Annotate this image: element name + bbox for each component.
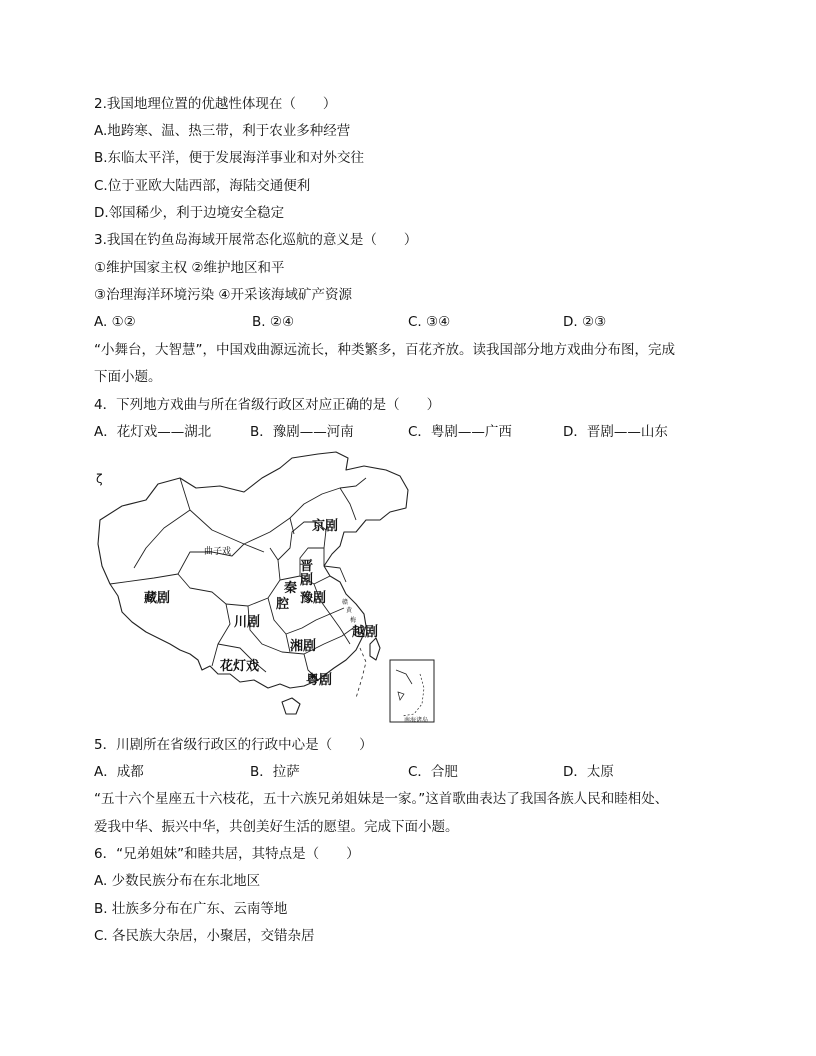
intro2-line2: 爱我中华、振兴中华，共创美好生活的愿望。完成下面小题。 <box>94 819 459 835</box>
q3-option-d: D. ②③ <box>563 314 607 330</box>
label-zangju: 藏剧 <box>144 591 171 606</box>
q6-option-c: C. 各民族大杂居，小聚居，交错杂居 <box>94 928 315 944</box>
q2-stem: 2.我国地理位置的优越性体现在（ ） <box>94 96 337 112</box>
q5-option-b: B．拉萨 <box>250 764 300 780</box>
q4-option-b: B．豫剧——河南 <box>250 424 354 440</box>
label-quzixi: 曲子戏 <box>204 547 232 557</box>
hainan-island <box>282 698 300 714</box>
label-chuanju: 川剧 <box>234 615 261 630</box>
q6-option-b: B. 壮族多分布在广东、云南等地 <box>94 901 288 917</box>
q4-stem: 4．下列地方戏曲与所在省级行政区对应正确的是（ ） <box>94 397 441 413</box>
south-china-sea-inset <box>390 660 434 722</box>
label-xiangju: 湘剧 <box>290 639 317 654</box>
q3-item-2: ③治理海洋环境污染 ④开采该海域矿产资源 <box>94 287 352 303</box>
q5-option-c: C．合肥 <box>408 764 458 780</box>
label-huang: 黄 <box>346 607 353 614</box>
q2-option-d: D.邻国稀少，利于边境安全稳定 <box>94 205 285 221</box>
q3-option-b: B. ②④ <box>252 314 295 330</box>
label-inset: 南海诸岛 <box>404 717 429 724</box>
label-yuju: 豫剧 <box>300 591 327 606</box>
label-huadengxi: 花灯戏 <box>220 659 260 674</box>
china-outline-map <box>94 448 439 728</box>
intro2-line1: “五十六个星座五十六枝花，五十六族兄弟姐妹是一家。”这首歌曲表达了我国各族人民和睦相处、 <box>94 791 669 807</box>
q3-stem: 3.我国在钓鱼岛海域开展常态化巡航的意义是（ ） <box>94 232 418 248</box>
q6-option-a: A. 少数民族分布在东北地区 <box>94 873 261 889</box>
label-qiang: 腔 <box>276 597 290 612</box>
label-yueju-zhe: 越剧 <box>352 625 379 640</box>
label-gan: 赣 <box>342 599 349 606</box>
q3-option-c: C. ③④ <box>408 314 451 330</box>
intro1-line1: “小舞台，大智慧”，中国戏曲源远流长，种类繁多，百花齐放。读我国部分地方戏曲分布图，完成 <box>94 342 675 358</box>
q5-option-d: D．太原 <box>563 764 614 780</box>
q2-option-b: B.东临太平洋，便于发展海洋事业和对外交往 <box>94 150 365 166</box>
intro1-line2: 下面小题。 <box>94 369 162 385</box>
china-border <box>98 452 408 688</box>
label-mei: 梅 <box>350 617 357 624</box>
label-qin: 秦 <box>284 581 298 596</box>
q4-option-c: C．粤剧——广西 <box>408 424 512 440</box>
label-yueju-yue: 粤剧 <box>306 673 333 688</box>
q2-option-c: C.位于亚欧大陆西部，海陆交通便利 <box>94 178 311 194</box>
q5-option-a: A．成都 <box>94 764 144 780</box>
map-corner-mark: ζ <box>96 472 103 486</box>
opera-distribution-map <box>94 448 439 728</box>
taiwan-island <box>370 638 380 660</box>
q6-stem: 6．“兄弟姐妹”和睦共居，其特点是（ ） <box>94 846 360 862</box>
q3-item-1: ①维护国家主权 ②维护地区和平 <box>94 260 285 276</box>
q5-stem: 5．川剧所在省级行政区的行政中心是（ ） <box>94 737 373 753</box>
q4-option-a: A．花灯戏——湖北 <box>94 424 212 440</box>
q3-option-a: A. ①② <box>94 314 136 330</box>
q4-option-d: D．晋剧——山东 <box>563 424 668 440</box>
q2-option-a: A.地跨寒、温、热三带，利于农业多种经营 <box>94 123 351 139</box>
label-jinju: 晋剧 <box>300 559 314 588</box>
label-jingju: 京剧 <box>312 519 339 534</box>
